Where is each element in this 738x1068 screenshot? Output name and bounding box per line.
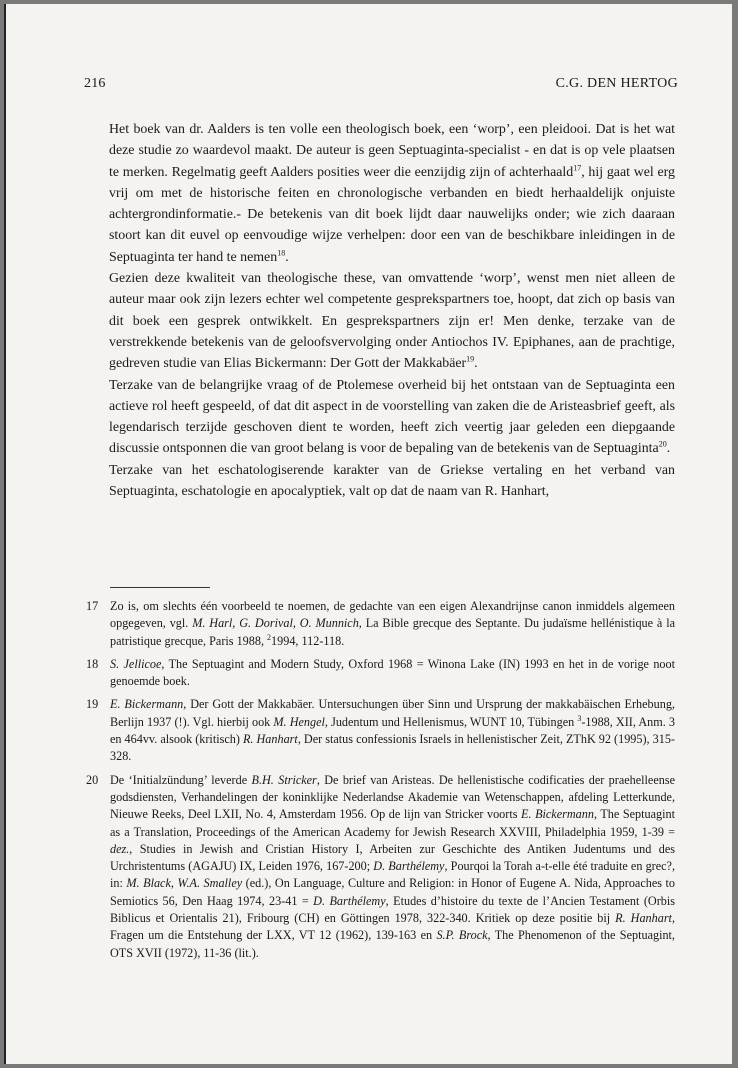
running-head: C.G. DEN HERTOG — [555, 76, 678, 91]
paragraph-3: Terzake van de belangrijke vraag of de Ptolemese overheid bij het ontstaan van de Septuaginta een actieve rol heeft gespeeld, of dat dit aspect in de voorstelling van zaken die de Aristeasbrief geeft, als legendarisch terzijde geschoven dient te worden, heeft zich veertig jaar geleden een diepgaande discussie ontsponnen die van groot belang is voor de bepaling van de betekenis van de Septuaginta$^{20}$. — [109, 377, 675, 457]
footnote-ref-20[interactable]: 20 — [658, 439, 667, 449]
footnote-17 — [86, 598, 675, 650]
footnote-text: E. Bickermann, Der Gott der Makkabäer. Untersuchungen über Sinn und Ursprung der makkabäischen Erhebung, Berlijn 1937 (!). Vgl. hierbij ook M. Hengel, Judentum und Hellenismus, WUNT 10, Tübingen $^3$-1988, XII, Anm. 3 en 464vv. alsook (kritisch) R. Hanhart, Der status confessionis Israels in hellenistischer Zeit, ZThK 92 (1995), 315-328. — [110, 697, 675, 764]
footnote-separator — [110, 587, 210, 588]
footnote-number: 19 — [86, 697, 99, 712]
page-number: 216 — [84, 76, 106, 91]
book-page — [4, 4, 732, 1064]
footnote-ref-18[interactable]: 18 — [277, 248, 286, 258]
footnote-text: De ‘Initialzündung’ leverde B.H. Stricker, De brief van Aristeas. De hellenistische codificaties der praehelleense godsdiensten, Verhandelingen der koninklijke Nederlandse Akademie van Wetenschappen, afdeling Letterkunde, Nieuwe Reeks, Deel LXII, No. 4, Amsterdam 1956. Op de lijn van Stricker voorts E. Bickermann, The Septuagint as a Translation, Proceedings of the American Academy for Jewish Research XXVIII, Philadelphia 1959, 1-39 = dez., Studies in Jewish and Cristian History I, Arbeiten zur Geschichte des Antiken Judentums und des Urchristentums (AGAJU) IX, Leiden 1976, 167-200; D. Barthélemy, Pourqoi la Torah a-t-elle été traduite en grec?, in: M. Black, W.A. Smalley (ed.), On Language, Culture and Religion: in Honor of Eugene A. Nida, Approaches to Semiotics 56, Den Haag 1974, 23-41 = D. Barthélemy, Etudes d’histoire du texte de l’Ancien Testament (Orbis Biblicus et Orientalis 21), Fribourg (CH) en Göttingen 1978, 322-340. Kritiek op deze positie bij R. Hanhart, Fragen um die Entstehung der LXX, VT 12 (1962), 139-163 en S.P. Brock, The Phenomenon of the Septuagint, OTS XVII (1972), 11-36 (lit.). — [110, 772, 676, 960]
footnote-text: S. Jellicoe, The Septuagint and Modern Study, Oxford 1968 = Winona Lake (IN) 1993 en het in de vorige noot genoemde boek. — [110, 656, 676, 689]
footnotes — [86, 598, 675, 968]
footnote-text: Zo is, om slechts één voorbeeld te noemen, de gedachte van een eigen Alexandrijnse canon inmiddels algemeen opgegeven, vgl. M. Harl, G. Dorival, O. Munnich, La Bible grecque des Septante. Du judaïsme hellénistique à la patristique grecque, Paris 1988, $^2$1994, 112-118. — [110, 599, 675, 648]
footnote-19 — [86, 696, 675, 765]
paragraph-1: Het boek van dr. Aalders is ten volle een theologisch boek, een ‘worp’, een pleidooi. Dat is het wat deze studie zo waardevol maakt. De auteur is geen Septuaginta-specialist - en dat is op vele plaatsen te merken. Regelmatig geeft Aalders posities weer die eenzijdig zijn of achterhaald$^{17}$, hij gaat wel erg vrij om met de historische feiten en chronologische verbanden en biedt herhaaldelijk onjuiste achtergrondinformatie.- De betekenis van dit boek lijdt daar nauwelijks onder; wie zich daaraan stoort kan dit euvel op eenvoudige wijze verhelpen: door een van de beschikbare inleidingen in de Septuaginta ter hand te nemen$^{18}$. — [109, 122, 675, 265]
footnote-20 — [86, 772, 675, 962]
footnote-number: 20 — [86, 772, 99, 787]
footnote-number: 18 — [86, 656, 99, 671]
paragraph-2: Gezien deze kwaliteit van theologische these, van omvattende ‘worp’, wenst men niet alleen de auteur maar ook zijn lezers echter wel competente gesprekspartners toe, hoopt, dat zich op basis van dit boek een gesprek ontwikkelt. En gesprekspartners zijn er! Men denke, terzake van de verstrekkende betekenis van de geloofsvervolging onder Antiochos IV. Epiphanes, aan de prachtige, gedreven studie van Elias Bickermann: Der Gott der Makkabäer$^{19}$. — [109, 271, 675, 372]
footnote-ref-19[interactable]: 19 — [466, 354, 475, 364]
main-text — [109, 119, 675, 502]
footnote-number: 17 — [86, 599, 99, 613]
footnote-ref-17[interactable]: 17 — [573, 162, 582, 172]
footnote-18 — [86, 656, 675, 691]
paragraph-4: Terzake van het eschatologiserende karakter van de Griekse vertaling en het verband van Septuaginta, eschatologie en apocalyptiek, valt op dat de naam van R. Hanhart, — [109, 462, 675, 500]
